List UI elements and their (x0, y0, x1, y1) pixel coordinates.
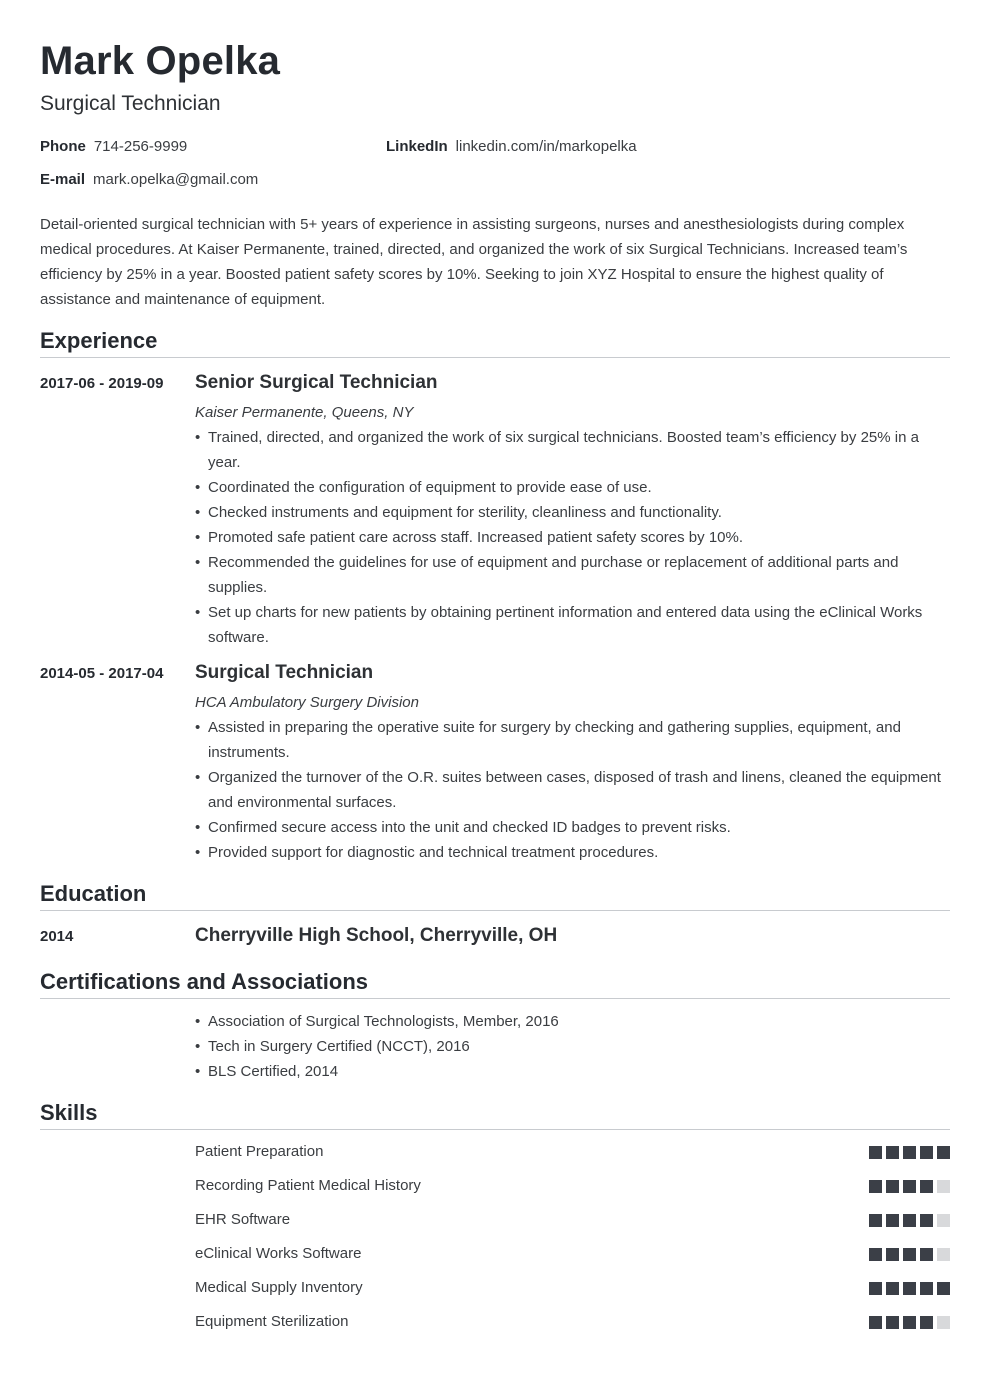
job-1-company: Kaiser Permanente, Queens, NY (195, 404, 414, 421)
job-2-title: Surgical Technician (195, 662, 374, 683)
skill-row (195, 1142, 950, 1162)
list-item: • Provided support for diagnostic and technical treatment procedures. (195, 840, 950, 865)
skill-level-filled (903, 1316, 916, 1329)
skill-level-filled (886, 1146, 899, 1159)
skill-rating (869, 1316, 950, 1329)
skill-level-filled (869, 1180, 882, 1193)
skill-level-empty (937, 1214, 950, 1227)
skill-level-filled (937, 1282, 950, 1295)
summary-paragraph: Detail-oriented surgical technician with 5+ years of experience in assisting surgeons, nurses and anesthesiologists during complex medical procedures. At Kaiser Permanente, trained, directed, and organized the work of six Surgical Technicians. Increased team’s efficiency by 25% in a year. Boosted patient safety scores by 10%. Seeking to join XYZ Hospital to ensure the highest quality of assistance and maintenance of equipment. (40, 216, 908, 308)
list-item: • Assisted in preparing the operative suite for surgery by checking and gathering supplies, equipment, and instruments. (195, 715, 950, 765)
skill-rating (869, 1248, 950, 1261)
list-item: • Checked instruments and equipment for sterility, cleanliness and functionality. (195, 500, 950, 525)
certifications-list (195, 1009, 950, 1084)
email-label: E-mail (40, 171, 86, 188)
skill-name: eClinical Works Software (195, 1245, 362, 1262)
linkedin-label: LinkedIn (386, 138, 448, 155)
contact-phone (40, 138, 187, 156)
skill-name: EHR Software (195, 1211, 291, 1228)
skill-level-filled (869, 1214, 882, 1227)
skill-rating (869, 1282, 950, 1295)
skill-row (195, 1176, 950, 1196)
skill-level-filled (869, 1248, 882, 1261)
skill-level-filled (886, 1316, 899, 1329)
list-item: • Tech in Surgery Certified (NCCT), 2016 (195, 1034, 950, 1059)
phone-value: 714-256-9999 (93, 138, 188, 155)
skill-level-filled (920, 1214, 933, 1227)
candidate-name: Mark Opelka (40, 39, 281, 83)
education-year: 2014 (40, 928, 74, 945)
list-item: • Set up charts for new patients by obtaining pertinent information and entered data using the eClinical Works software. (195, 600, 950, 650)
list-item: • Recommended the guidelines for use of equipment and purchase or replacement of additional parts and supplies. (195, 550, 950, 600)
resume-page (40, 0, 950, 1400)
education-school: Cherryville High School, Cherryville, OH (195, 925, 558, 946)
skill-rating (869, 1146, 950, 1159)
job-1-dates: 2017-06 - 2019-09 (40, 375, 164, 392)
skill-level-filled (903, 1180, 916, 1193)
skill-level-filled (869, 1316, 882, 1329)
skill-row (195, 1278, 950, 1298)
job-1-title: Senior Surgical Technician (195, 372, 438, 393)
certifications-divider (40, 998, 950, 999)
skill-level-empty (937, 1180, 950, 1193)
list-item: • Association of Surgical Technologists, Member, 2016 (195, 1009, 950, 1034)
skills-heading: Skills (40, 1100, 98, 1125)
education-divider (40, 910, 950, 911)
skill-level-empty (937, 1316, 950, 1329)
skill-row (195, 1312, 950, 1332)
skill-row (195, 1244, 950, 1264)
skill-level-filled (903, 1282, 916, 1295)
skills-divider (40, 1129, 950, 1130)
skill-row (195, 1210, 950, 1230)
skill-level-filled (869, 1146, 882, 1159)
skill-level-filled (886, 1214, 899, 1227)
skill-level-filled (886, 1282, 899, 1295)
linkedin-value: linkedin.com/in/markopelka (455, 138, 637, 155)
job-2-bullets (195, 715, 950, 865)
skill-level-filled (886, 1248, 899, 1261)
skill-level-filled (937, 1146, 950, 1159)
phone-label: Phone (40, 138, 86, 155)
contact-linkedin (386, 138, 637, 156)
skill-level-filled (920, 1282, 933, 1295)
skill-level-filled (886, 1180, 899, 1193)
list-item: • Trained, directed, and organized the work of six surgical technicians. Boosted team’s efficiency by 25% in a year. (195, 425, 950, 475)
skill-name: Medical Supply Inventory (195, 1279, 363, 1296)
skill-level-filled (903, 1146, 916, 1159)
list-item: • Coordinated the configuration of equipment to provide ease of use. (195, 475, 950, 500)
skill-name: Recording Patient Medical History (195, 1177, 421, 1194)
job-2-dates: 2014-05 - 2017-04 (40, 665, 164, 682)
candidate-title: Surgical Technician (40, 92, 221, 115)
list-item: • Confirmed secure access into the unit and checked ID badges to prevent risks. (195, 815, 950, 840)
skill-level-filled (920, 1146, 933, 1159)
list-item: • Promoted safe patient care across staff. Increased patient safety scores by 10%. (195, 525, 950, 550)
experience-divider (40, 357, 950, 358)
list-item: • Organized the turnover of the O.R. suites between cases, disposed of trash and linens, cleaned the equipment and environmental surfaces. (195, 765, 950, 815)
skill-level-filled (903, 1248, 916, 1261)
experience-heading: Experience (40, 328, 158, 353)
skill-level-filled (869, 1282, 882, 1295)
job-2-company: HCA Ambulatory Surgery Division (195, 694, 419, 711)
skill-name: Equipment Sterilization (195, 1313, 349, 1330)
contact-email (40, 171, 258, 189)
list-item: • BLS Certified, 2014 (195, 1059, 950, 1084)
skill-rating (869, 1180, 950, 1193)
education-heading: Education (40, 881, 147, 906)
skill-level-filled (903, 1214, 916, 1227)
skill-level-filled (920, 1248, 933, 1261)
skill-name: Patient Preparation (195, 1143, 324, 1160)
skill-level-filled (920, 1180, 933, 1193)
skill-level-filled (920, 1316, 933, 1329)
skill-rating (869, 1214, 950, 1227)
job-1-bullets (195, 425, 950, 650)
certifications-heading: Certifications and Associations (40, 969, 369, 994)
skill-level-empty (937, 1248, 950, 1261)
email-value: mark.opelka@gmail.com (93, 171, 259, 188)
